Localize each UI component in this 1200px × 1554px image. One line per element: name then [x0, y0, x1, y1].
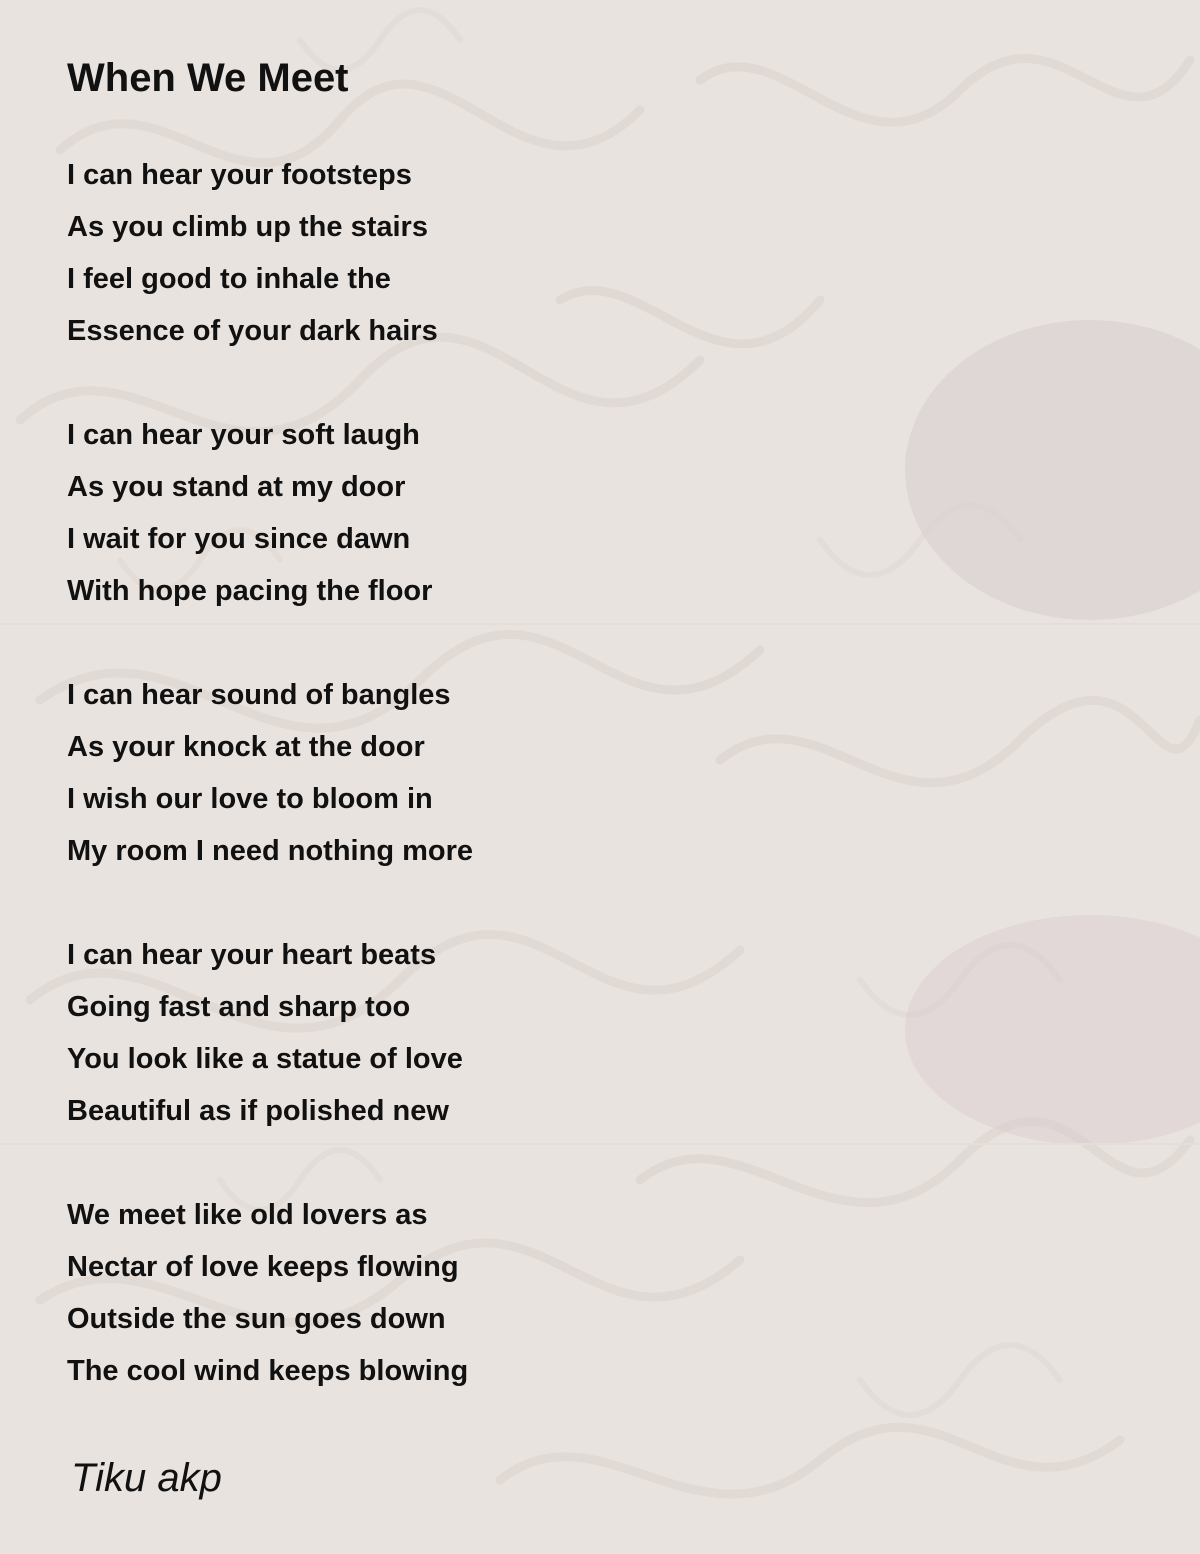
poem-line: You look like a statue of love — [67, 1043, 463, 1075]
poem-line: With hope pacing the floor — [67, 575, 433, 607]
poem-line: Going fast and sharp too — [67, 991, 411, 1023]
poem-line: As you stand at my door — [67, 471, 406, 503]
poem-line: My room I need nothing more — [67, 835, 474, 867]
poem-line: Beautiful as if polished new — [67, 1095, 449, 1127]
poem-line: The cool wind keeps blowing — [67, 1355, 469, 1387]
poem-line: I can hear sound of bangles — [67, 679, 451, 711]
poem-line: As you climb up the stairs — [67, 211, 428, 243]
poem-line: Nectar of love keeps flowing — [67, 1251, 459, 1283]
poem-line: I wish our love to bloom in — [67, 783, 433, 815]
poem-line: Essence of your dark hairs — [67, 315, 438, 347]
poem-stanza — [67, 409, 967, 617]
poem-line: Outside the sun goes down — [67, 1303, 446, 1335]
poem-line: As your knock at the door — [67, 731, 425, 763]
poem-line: We meet like old lovers as — [67, 1199, 428, 1231]
poem-author: Tiku akp — [71, 1456, 222, 1500]
poem-stanza — [67, 149, 967, 357]
poem-body — [67, 149, 967, 1449]
poem-stanza — [67, 669, 967, 877]
poem-stanza — [67, 929, 967, 1137]
poem-line: I wait for you since dawn — [67, 523, 411, 555]
poem-line: I feel good to inhale the — [67, 263, 391, 295]
poem-line: I can hear your heart beats — [67, 939, 437, 971]
poem-stanza — [67, 1189, 967, 1397]
poem-title: When We Meet — [67, 56, 349, 100]
poem-line: I can hear your soft laugh — [67, 419, 420, 451]
poem-line: I can hear your footsteps — [67, 159, 412, 191]
